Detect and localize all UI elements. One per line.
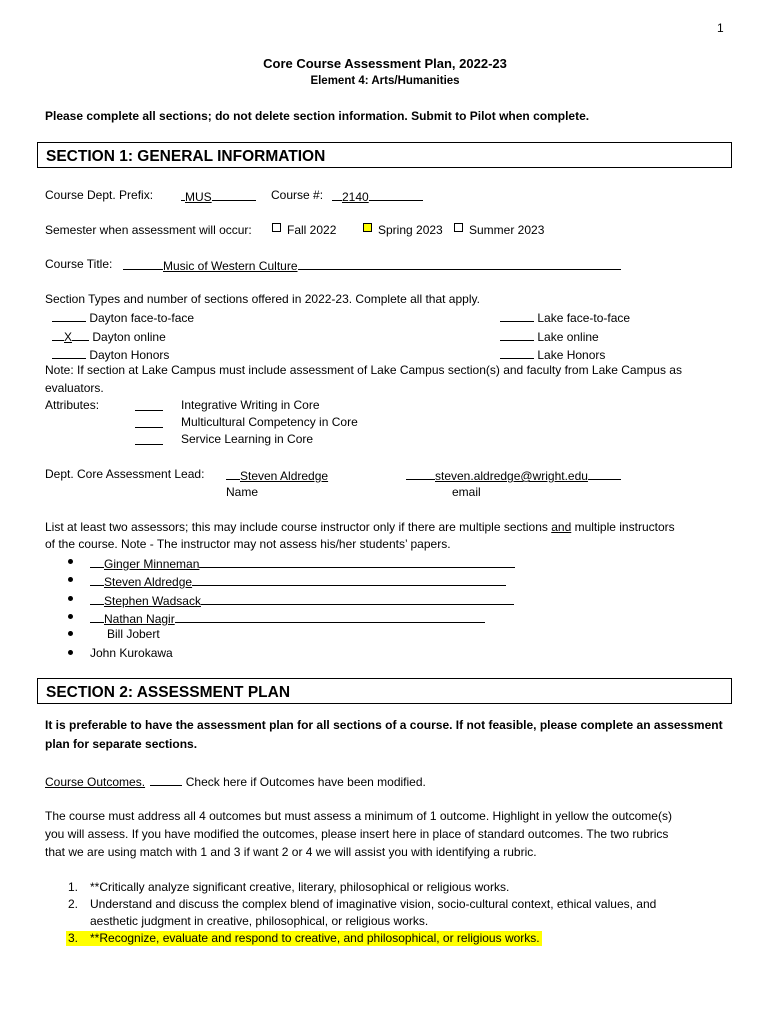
lake-online-row[interactable]: [500, 329, 599, 343]
attr-multicultural-label: Multicultural Competency in Core: [181, 415, 358, 429]
section2-body-line3: that we are using match with 1 and 3 if want 2 or 4 we will assist you with identifying a rubric.: [45, 845, 537, 859]
section-types-label: Section Types and number of sections offered in 2022-23. Complete all that apply.: [45, 292, 480, 306]
lake-honors-row[interactable]: [500, 347, 605, 361]
assessor-5[interactable]: Bill Jobert: [107, 627, 160, 641]
attr-multicultural-row[interactable]: [135, 415, 358, 430]
attr-service-label: Service Learning in Core: [181, 432, 314, 446]
email-caption: email: [452, 485, 481, 499]
bullet-icon: [68, 559, 73, 564]
outcome-1-text[interactable]: **Critically analyze significant creative, literary, philosophical or religious works.: [90, 880, 510, 894]
section2-intro-line2: plan for separate sections.: [45, 737, 198, 751]
outcome-3-text: **Recognize, evaluate and respond to creative, and philosophical, or religious works.: [90, 931, 540, 945]
lead-email-field[interactable]: [406, 468, 621, 482]
section2-title: SECTION 2: ASSESSMENT PLAN: [46, 684, 291, 701]
course-title-field[interactable]: [123, 258, 621, 272]
assessors-instructions-line1: List at least two assessors; this may include course instructor only if there are multiple sections and multiple instructors: [45, 520, 675, 534]
bullet-icon: [68, 631, 73, 636]
assessors-instructions-line2: of the course. Note - The instructor may not assess his/her students’ papers.: [45, 537, 451, 551]
dayton-online-row[interactable]: [52, 329, 166, 343]
lead-label: Dept. Core Assessment Lead:: [45, 467, 205, 481]
attr-service-row[interactable]: [135, 432, 314, 447]
prefix-value: MUS: [185, 190, 212, 204]
lake-honors-label: Lake Honors: [537, 348, 606, 362]
spring-2023-checkbox[interactable]: [363, 223, 372, 232]
course-outcomes-label: Course Outcomes.: [45, 775, 146, 789]
semester-label: Semester when assessment will occur:: [45, 223, 252, 237]
prefix-field[interactable]: [181, 189, 256, 203]
name-caption: Name: [226, 485, 259, 499]
dayton-online-label: Dayton online: [92, 330, 166, 344]
course-title-label: Course Title:: [45, 257, 113, 271]
outcomes-modified-text: Check here if Outcomes have been modified.: [185, 775, 426, 789]
dayton-f2f-label: Dayton face-to-face: [89, 311, 195, 325]
bullet-icon: [68, 596, 73, 601]
assessor-3-field[interactable]: Stephen Wadsack: [90, 593, 514, 607]
outcome-2-text-line1[interactable]: Understand and discuss the complex blend of imaginative vision, socio-cultural context, ethical values, and: [90, 897, 657, 911]
lead-name-value: Steven Aldredge: [240, 469, 329, 483]
dayton-f2f-row[interactable]: [52, 310, 194, 324]
assessor-1-field[interactable]: Ginger Minneman: [90, 556, 515, 570]
dayton-honors-row[interactable]: [52, 347, 169, 361]
assessor-4-field[interactable]: Nathan Nagir: [90, 611, 485, 625]
section2-body-line2: you will assess. If you have modified the outcomes, please insert here in place of standard outcomes. The two rubrics: [45, 827, 669, 841]
section2-header-box: [37, 678, 732, 704]
outcome-3-highlighted[interactable]: [66, 931, 542, 946]
lead-email-value: steven.aldredge@wright.edu: [435, 469, 588, 483]
lead-name-field[interactable]: [226, 468, 328, 482]
course-number-label: Course #:: [271, 188, 324, 202]
assessor-2-field[interactable]: Steven Aldredge: [90, 574, 506, 588]
course-number-value: 2140: [342, 190, 369, 204]
instructions-text: Please complete all sections; do not delete section information. Submit to Pilot when complete.: [45, 109, 590, 123]
outcome-1-number: 1.: [68, 880, 79, 894]
section2-intro-line1: It is preferable to have the assessment plan for all sections of a course. If not feasible, please complete an assessment: [45, 718, 723, 732]
outcome-2-number: 2.: [68, 897, 79, 911]
summer-2023-checkbox[interactable]: [454, 223, 463, 232]
section1-header-box: [37, 142, 732, 168]
bullet-icon: [68, 577, 73, 582]
lake-note-line1: Note: If section at Lake Campus must include assessment of Lake Campus section(s) and faculty from Lake Campus as: [45, 363, 682, 377]
outcome-3-number: 3.: [68, 931, 79, 945]
bullet-icon: [68, 650, 73, 655]
attr-integrative-row[interactable]: [135, 398, 320, 413]
summer-2023-label: Summer 2023: [469, 223, 545, 237]
course-title-value: Music of Western Culture: [163, 259, 298, 273]
fall-2022-checkbox[interactable]: [272, 223, 281, 232]
bullet-icon: [68, 614, 73, 619]
course-outcomes-row: [45, 774, 426, 788]
course-number-field[interactable]: [332, 189, 423, 203]
page-number: 1: [717, 21, 724, 35]
lake-online-label: Lake online: [537, 330, 599, 344]
attributes-label: Attributes:: [45, 398, 100, 412]
document-subtitle: Element 4: Arts/Humanities: [310, 75, 460, 87]
fall-2022-label: Fall 2022: [287, 223, 337, 237]
dayton-online-value: X: [64, 330, 73, 344]
assessor-6[interactable]: John Kurokawa: [90, 646, 173, 660]
lake-f2f-label: Lake face-to-face: [537, 311, 631, 325]
section2-body-line1: The course must address all 4 outcomes but must assess a minimum of 1 outcome. Highlight in yellow the outcome(s): [45, 809, 672, 823]
spring-2023-label: Spring 2023: [378, 223, 443, 237]
lake-note-line2: evaluators.: [45, 381, 104, 395]
outcomes-modified-check[interactable]: [150, 774, 182, 786]
prefix-label: Course Dept. Prefix:: [45, 188, 154, 202]
document-title: Core Course Assessment Plan, 2022-23: [263, 56, 507, 71]
dayton-honors-label: Dayton Honors: [89, 348, 170, 362]
lake-f2f-row[interactable]: [500, 310, 630, 324]
outcome-2-text-line2: aesthetic judgment in creative, philosophical, or religious works.: [90, 914, 429, 928]
attr-integrative-label: Integrative Writing in Core: [181, 398, 320, 412]
section1-title: SECTION 1: GENERAL INFORMATION: [46, 148, 326, 165]
